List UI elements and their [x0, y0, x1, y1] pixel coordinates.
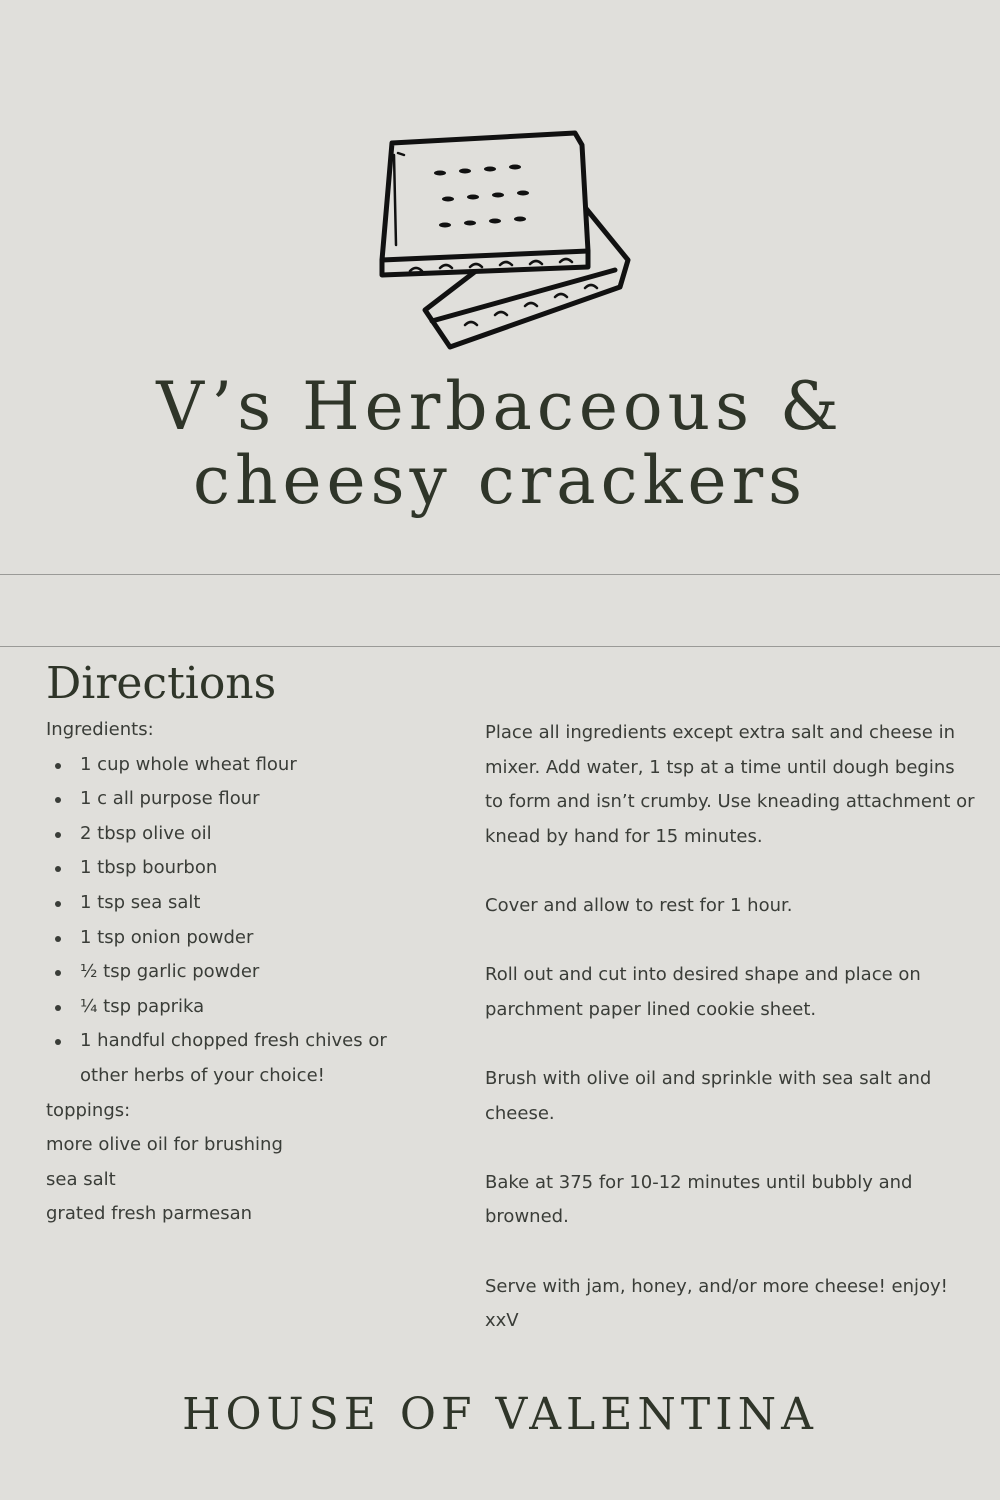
ingredient-item: 1 handful chopped fresh chives or other herbs of your choice!: [80, 1024, 426, 1093]
ingredients-label: Ingredients:: [46, 719, 154, 740]
recipe-title: [0, 370, 1000, 518]
steps-column: [485, 716, 975, 1339]
section-heading: Directions: [46, 658, 277, 709]
ingredient-item: 1 tsp sea salt: [80, 886, 426, 921]
step-text: Place all ingredients except extra salt and cheese in mixer. Add water, 1 tsp at a time until dough begins to form and isn’t crumby. Use kneading attachment or knead by hand for 15 minutes.: [485, 722, 975, 847]
topping-item: sea salt: [46, 1168, 116, 1190]
ingredients-column: [46, 713, 426, 1232]
divider-bottom: [0, 646, 1000, 647]
ingredients-list: [46, 748, 426, 1094]
step-text: Cover and allow to rest for 1 hour.: [485, 894, 793, 916]
ingredient-item: 1 cup whole wheat flour: [80, 748, 426, 783]
ingredient-item: ½ tsp garlic powder: [80, 955, 426, 990]
step-text: Brush with olive oil and sprinkle with sea salt and cheese.: [485, 1067, 932, 1124]
ingredient-item: 1 c all purpose flour: [80, 782, 426, 817]
brand-footer: HOUSE OF VALENTINA: [182, 1389, 818, 1440]
toppings-label: toppings:: [46, 1099, 131, 1121]
ingredient-item: 1 tsp onion powder: [80, 921, 426, 956]
ingredient-item: 2 tbsp olive oil: [80, 817, 426, 852]
ingredient-item: 1 tbsp bourbon: [80, 851, 426, 886]
title-line-2: cheesy crackers: [192, 442, 808, 519]
topping-item: more olive oil for brushing: [46, 1134, 283, 1156]
step-text: Bake at 375 for 10-12 minutes until bubbly and browned.: [485, 1171, 913, 1228]
ingredient-item: ¼ tsp paprika: [80, 990, 426, 1025]
signoff: xxV: [485, 1310, 519, 1332]
step-text: Roll out and cut into desired shape and place on parchment paper lined cookie sheet.: [485, 964, 921, 1020]
title-line-1: V’s Herbaceous &: [156, 368, 844, 445]
step-text: Serve with jam, honey, and/or more cheese! enjoy!: [485, 1275, 948, 1297]
divider-top: [0, 574, 1000, 575]
topping-item: grated fresh parmesan: [46, 1203, 253, 1225]
crackers-icon: [370, 125, 640, 355]
